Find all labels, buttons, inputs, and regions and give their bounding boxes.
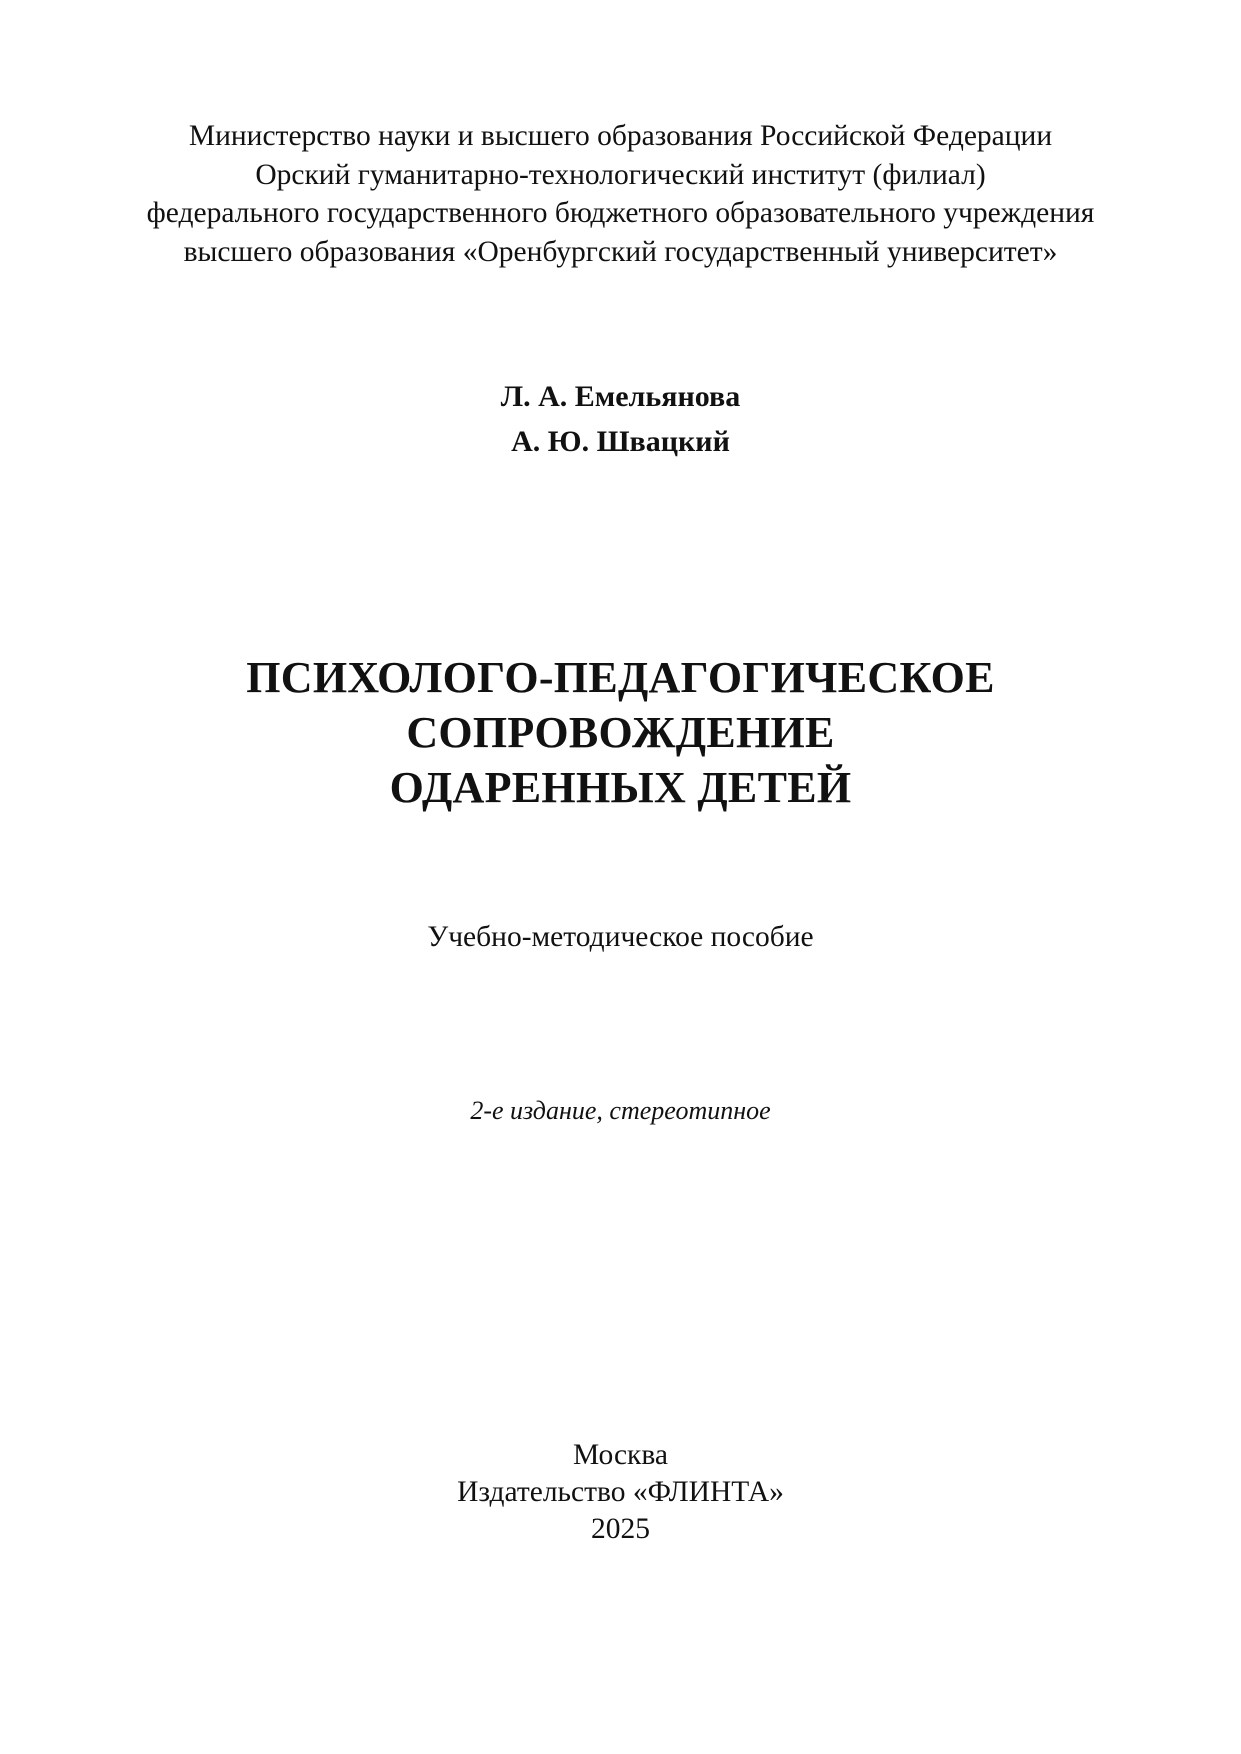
author-name: Л. А. Емельянова — [500, 380, 741, 413]
ministry-line: Министерство науки и высшего образования Российской Федерации — [188, 120, 1053, 152]
imprint — [0, 1437, 1241, 1548]
subtitle-text: Учебно-методическое пособие — [427, 921, 814, 953]
institute-line: Орский гуманитарно-технологический институт (филиал) — [255, 158, 986, 191]
author-name: А. Ю. Швацкий — [511, 425, 730, 458]
book-title — [0, 650, 1241, 815]
institution-type-line: федерального государственного бюджетного образовательного учреждения — [146, 197, 1095, 229]
institution-header — [0, 117, 1241, 271]
book-subtitle — [0, 918, 1241, 956]
imprint-city: Москва — [572, 1439, 669, 1471]
university-line: высшего образования «Оренбургский государственный университет» — [183, 235, 1058, 268]
title-line: ПСИХОЛОГО-ПЕДАГОГИЧЕСКОЕ — [246, 653, 995, 702]
title-line: ОДАРЕННЫХ ДЕТЕЙ — [389, 763, 852, 812]
authors — [0, 374, 1241, 464]
edition-note — [0, 1094, 1241, 1128]
imprint-year: 2025 — [591, 1513, 650, 1545]
edition-text: 2-е издание, стереотипное — [470, 1096, 771, 1125]
imprint-publisher: Издательство «ФЛИНТА» — [457, 1476, 784, 1508]
title-line: СОПРОВОЖДЕНИЕ — [406, 708, 835, 757]
